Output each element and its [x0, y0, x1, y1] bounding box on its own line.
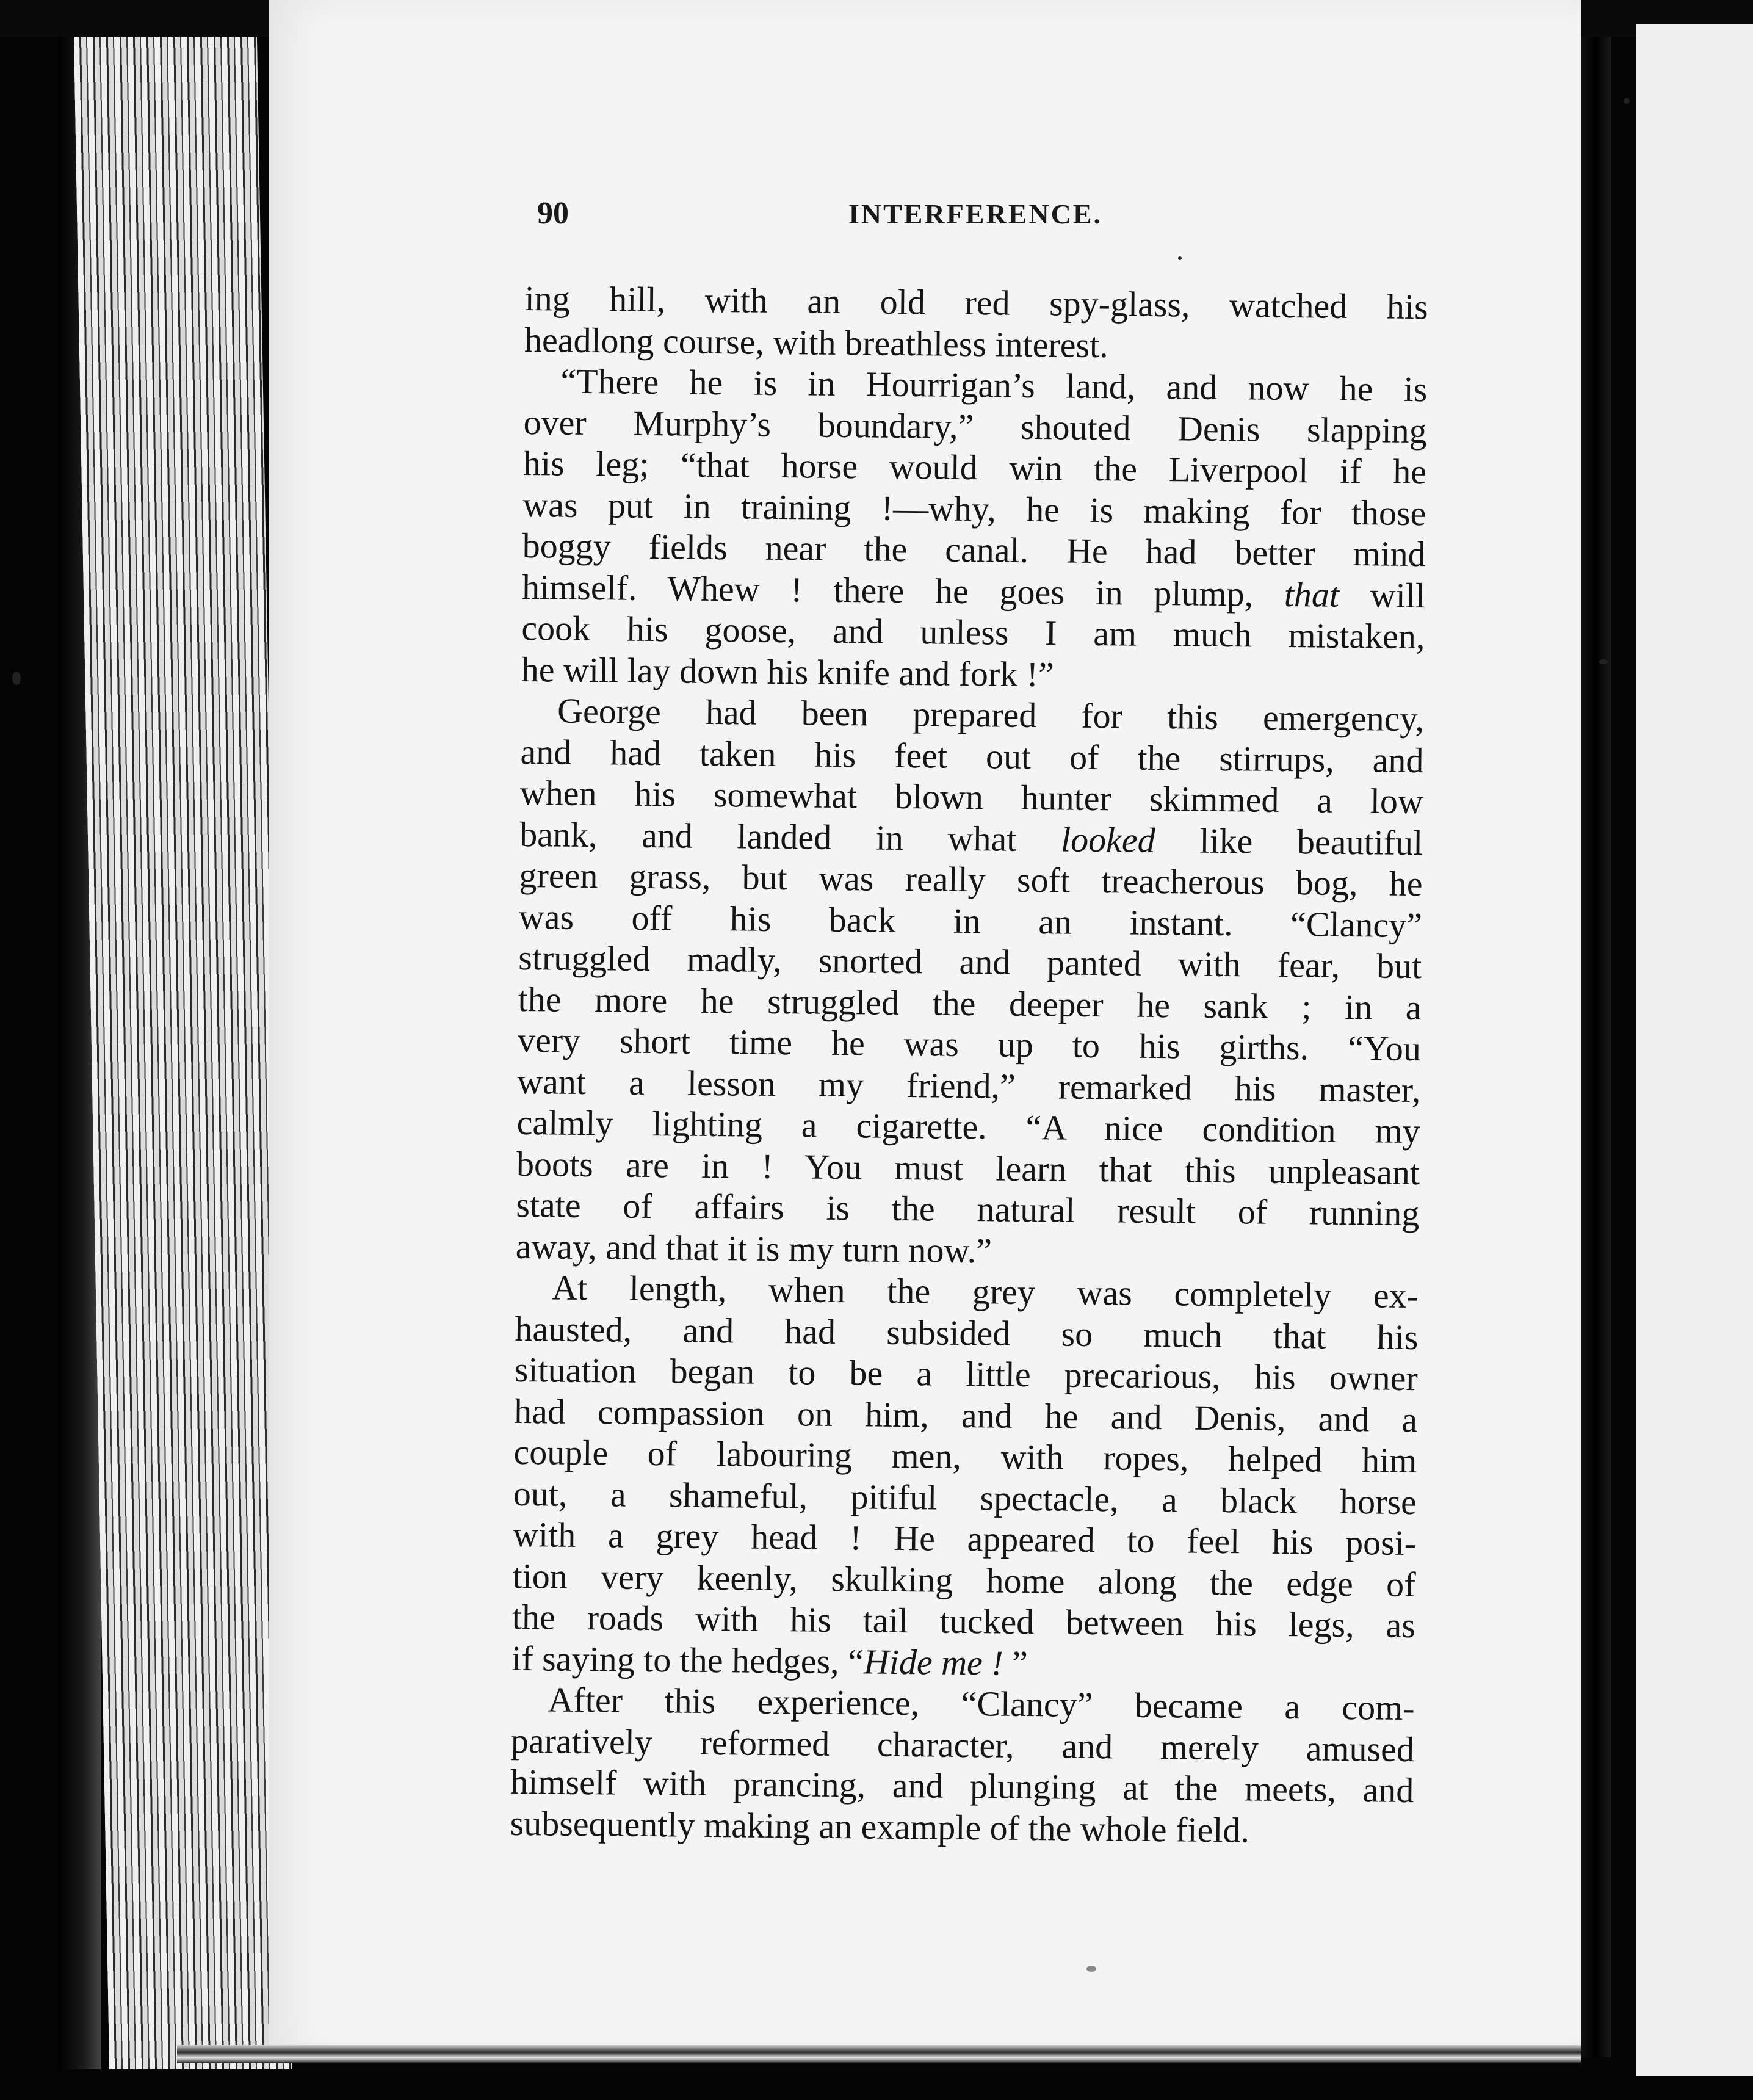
italic-emphasis: Hide me !: [863, 1641, 1003, 1683]
text-line: tion very keenly, skulking home along the edge of: [512, 1555, 1416, 1604]
text-line: out, a shameful, pitiful spectacle, a black horse: [513, 1473, 1417, 1522]
text-line: hausted, and had subsided so much that his: [515, 1308, 1419, 1357]
text-line: paratively reformed character, and merely amused: [510, 1720, 1415, 1769]
text-line: away, and that it is my turn now.”: [515, 1226, 992, 1270]
facing-page-edge: [1636, 24, 1753, 2076]
text-line: calmly lighting a cigarette. “A nice condition my: [516, 1102, 1420, 1151]
text-line: very short time he was up to his girths. “You: [517, 1019, 1422, 1069]
text-line: himself with prancing, and plunging at the meets, and: [510, 1761, 1414, 1811]
dust-speck: [1624, 98, 1630, 104]
text-line: At length, when the grey was completely ex-: [551, 1267, 1419, 1316]
text-line: boggy fields near the canal. He had better mind: [522, 525, 1426, 574]
dust-speck: [1178, 256, 1182, 260]
text-line: the roads with his tail tucked between his legs, as: [511, 1596, 1416, 1646]
italic-emphasis: looked: [1060, 819, 1156, 860]
text-line: boots are in ! You must learn that this unpleasant: [516, 1143, 1420, 1192]
text-line: George had been prepared for this emergency,: [557, 690, 1425, 739]
dust-speck: [1599, 659, 1608, 664]
text-line: when his somewhat blown hunter skimmed a low: [519, 772, 1424, 822]
dust-speck: [12, 672, 21, 685]
running-head: [537, 195, 1184, 244]
text-line: over Murphy’s boundary,” shouted Denis slapping: [523, 402, 1427, 451]
text-line: struggled madly, snorted and panted with fear, but: [518, 937, 1422, 987]
text-line: “There he is in Hourrigan’s land, and now he is: [560, 361, 1428, 410]
text-line: the more he struggled the deeper he sank ; in a: [518, 979, 1422, 1027]
text-line: subsequently making an example of the whole field.: [510, 1803, 1250, 1850]
running-title: INTERFERENCE.: [848, 198, 1103, 230]
text-segment: ”: [1003, 1643, 1028, 1683]
text-line: cook his goose, and unless I am much mistaken,: [521, 607, 1425, 657]
text-segment: if saying to the hedges, “: [511, 1638, 864, 1681]
text-line: headlong course, with breathless interest.: [524, 319, 1109, 365]
text-segment: bank, and landed in what: [519, 814, 1061, 859]
page-bottom-edge: [177, 2045, 1581, 2063]
text-line: and had taken his feet out of the stirrups, and: [520, 731, 1424, 780]
page-edge-stack: [74, 37, 292, 2069]
text-line: couple of labouring men, with ropes, helped him: [513, 1432, 1417, 1481]
page-number: 90: [537, 196, 569, 231]
text-segment: like beautiful: [1155, 820, 1423, 863]
text-line: he will lay down his knife and fork !”: [521, 649, 1055, 694]
text-segment: himself. Whew ! there he goes in plump,: [521, 567, 1285, 614]
body-text: [510, 278, 1428, 1852]
text-line: his leg; “that horse would win the Liverpool if he: [522, 443, 1427, 492]
text-line: situation began to be a little precarious, his owner: [514, 1349, 1419, 1399]
text-line: After this experience, “Clancy” became a com-: [548, 1679, 1415, 1728]
book-gutter: [1581, 37, 1611, 2057]
text-line: was off his back in an instant. “Clancy”: [518, 896, 1423, 945]
text-line: state of affairs is the natural result of running: [516, 1184, 1420, 1234]
text-segment: will: [1339, 574, 1426, 615]
italic-emphasis: that: [1284, 574, 1340, 615]
text-line: want a lesson my friend,” remarked his master,: [517, 1061, 1421, 1110]
text-line: green grass, but was really soft treacherous bog, he: [519, 855, 1423, 904]
text-line: with a grey head ! He appeared to feel his posi-: [512, 1514, 1417, 1563]
text-line: had compassion on him, and he and Denis, and a: [513, 1391, 1418, 1439]
text-line: was put in training !—why, he is making for those: [522, 484, 1426, 533]
text-line: ing hill, with an old red spy-glass, watched his: [524, 278, 1428, 327]
dust-speck: [1086, 1966, 1096, 1972]
